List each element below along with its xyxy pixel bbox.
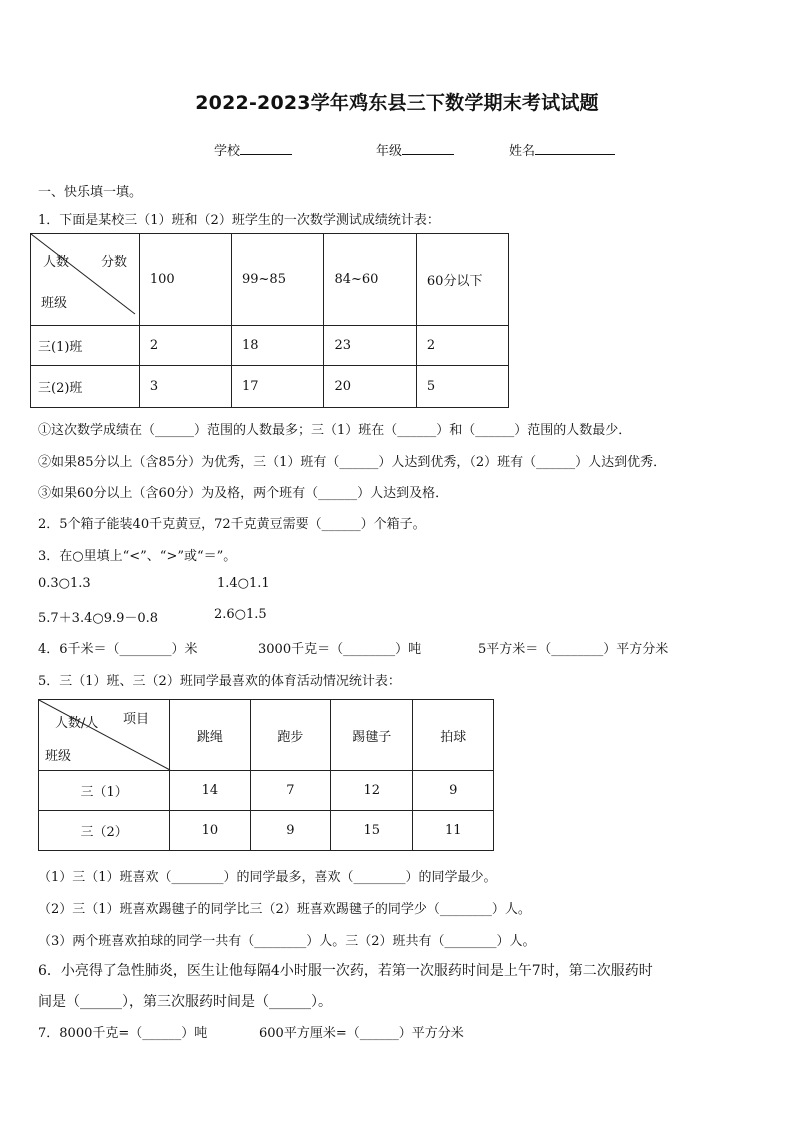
q4-item-b: 3000千克＝（________）吨 <box>258 642 422 657</box>
q3-item-b: 1.4○1.1 <box>217 576 270 591</box>
q3-stem: 3．在○里填上“<”、“>”或“＝”。 <box>38 549 237 564</box>
q3-item-a: 0.3○1.3 <box>38 576 91 591</box>
row-label: 三（2） <box>39 811 170 851</box>
table-cell: 17 <box>232 366 324 408</box>
row-label: 三(2)班 <box>31 366 140 408</box>
table-row <box>39 811 494 851</box>
table-row <box>39 771 494 811</box>
table-cell: 11 <box>413 811 494 851</box>
corner-bottom-label: 班级 <box>41 296 68 311</box>
table-cell: 7 <box>250 771 330 811</box>
column-header: 踢毽子 <box>331 700 413 771</box>
q2-text: 2．5个箱子能装40千克黄豆，72千克黄豆需要（______）个箱子。 <box>38 517 426 532</box>
q7-item-b: 600平方厘米=（______）平方分米 <box>259 1026 464 1041</box>
school-label: 学校 <box>214 144 241 159</box>
table-corner-cell <box>31 234 140 326</box>
q5-sub1: （1）三（1）班喜欢（________）的同学最多，喜欢（________）的同学最少。 <box>38 870 497 885</box>
table-cell: 14 <box>170 771 250 811</box>
row-label: 三(1)班 <box>31 326 140 366</box>
column-header: 跳绳 <box>170 700 250 771</box>
q6-line1: 6．小亮得了急性肺炎，医生让他每隔4小时服一次药，若第一次服药时间是上午7时，第二次服药时 <box>38 963 653 979</box>
q6-line2: 间是（______），第三次服药时间是（______）。 <box>38 994 332 1010</box>
diagonal-line <box>31 234 141 326</box>
column-header: 100 <box>139 234 231 326</box>
q1-sub2: ②如果85分以上（含85分）为优秀，三（1）班有（______）人达到优秀，（2）班有（______）人达到优秀． <box>38 455 667 470</box>
q4-item-a: 4．6千米＝（________）米 <box>38 642 198 657</box>
table-cell: 23 <box>324 326 416 366</box>
table-cell: 9 <box>250 811 330 851</box>
table-cell: 2 <box>139 326 231 366</box>
column-header: 84~60 <box>324 234 416 326</box>
sports-table <box>38 699 494 851</box>
corner-right-label: 分数 <box>101 255 128 270</box>
section-heading: 一、快乐填一填。 <box>38 185 143 200</box>
column-header: 60分以下 <box>416 234 508 326</box>
name-field <box>509 140 615 159</box>
table-cell: 15 <box>331 811 413 851</box>
table-cell: 3 <box>139 366 231 408</box>
name-label: 姓名 <box>509 144 536 159</box>
column-header: 99~85 <box>232 234 324 326</box>
table-cell: 12 <box>331 771 413 811</box>
corner-right-label: 项目 <box>123 712 150 727</box>
grade-field <box>376 140 454 159</box>
q3-item-d: 2.6○1.5 <box>214 607 267 622</box>
name-blank[interactable] <box>535 142 615 155</box>
school-blank[interactable] <box>240 142 292 155</box>
q1-sub3: ③如果60分以上（含60分）为及格，两个班有（______）人达到及格． <box>38 486 449 501</box>
q5-sub3: （3）两个班喜欢拍球的同学一共有（________）人。三（2）班共有（________）人。 <box>38 934 536 949</box>
corner-top-label: 人数 <box>43 255 70 270</box>
q1-stem: 1．下面是某校三（1）班和（2）班学生的一次数学测试成绩统计表： <box>38 213 440 228</box>
q7-item-a: 7．8000千克=（______）吨 <box>38 1026 208 1041</box>
table-cell: 9 <box>413 771 494 811</box>
table-row <box>31 326 509 366</box>
page-title: 2022-2023学年鸡东县三下数学期末考试试题 <box>195 92 599 114</box>
column-header: 拍球 <box>413 700 494 771</box>
corner-top-label: 人数/人 <box>55 716 99 731</box>
q3-item-c: 5.7＋3.4○9.9－0.8 <box>38 611 159 626</box>
school-field <box>214 140 292 159</box>
table-header-row <box>39 700 494 771</box>
table-cell: 10 <box>170 811 250 851</box>
table-cell: 18 <box>232 326 324 366</box>
score-table <box>30 233 509 408</box>
q1-sub1: ①这次数学成绩在（______）范围的人数最多；三（1）班在（______）和（______）范围的人数最少． <box>38 423 632 438</box>
row-label: 三（1） <box>39 771 170 811</box>
table-corner-cell <box>39 700 170 771</box>
column-header: 跑步 <box>250 700 330 771</box>
q4-item-c: 5平方米＝（________）平方分米 <box>478 642 669 657</box>
table-cell: 5 <box>416 366 508 408</box>
grade-blank[interactable] <box>402 142 454 155</box>
grade-label: 年级 <box>376 144 403 159</box>
corner-bottom-label: 班级 <box>45 749 72 764</box>
table-cell: 20 <box>324 366 416 408</box>
table-header-row <box>31 234 509 326</box>
q5-stem: 5．三（1）班、三（2）班同学最喜欢的体育活动情况统计表： <box>38 674 401 689</box>
table-row <box>31 366 509 408</box>
table-cell: 2 <box>416 326 508 366</box>
q5-sub2: （2）三（1）班喜欢踢毽子的同学比三（2）班喜欢踢毽子的同学少（________）人。 <box>38 902 531 917</box>
